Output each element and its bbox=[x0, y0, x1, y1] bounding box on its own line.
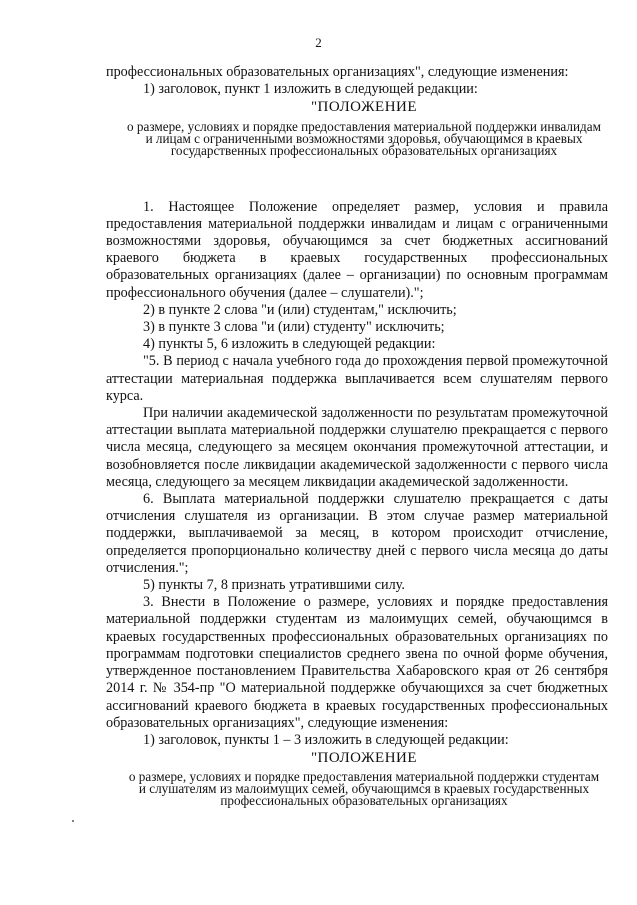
paragraph: 5) пункты 7, 8 признать утратившими силу. bbox=[143, 577, 405, 594]
spacer bbox=[106, 157, 608, 199]
paragraph: профессиональных образовательных организациях", следующие изменения: bbox=[106, 64, 569, 80]
paragraph: 1) заголовок, пункт 1 изложить в следующей редакции: bbox=[143, 81, 478, 98]
paragraph: 1) заголовок, пункты 1 – 3 изложить в следующей редакции: bbox=[143, 731, 509, 748]
paragraph: 6. Выплата материальной поддержки слушателю прекращается с даты отчисления слушателя из организации. В этом случае размер материальной поддержки, выплачиваемой за месяц, в котором происходит отчисление, определяется пропорционально количеству дней с первого числа месяца до даты отчисления."; bbox=[106, 491, 608, 576]
paragraph: При наличии академической задолженности по результатам промежуточной аттестации выплата материальной поддержки слушателю прекращается с первого числа месяца, следующего за месяцем окончания промежуточной аттестации, и возобновляется после ликвидации академической задолженности с первого числа месяца, следующего за месяцем ликвидации академической задолженности. bbox=[106, 405, 608, 490]
document-body bbox=[106, 64, 608, 807]
scan-speck bbox=[72, 820, 74, 822]
section-heading: "ПОЛОЖЕНИЕ bbox=[310, 99, 418, 116]
section-subheading: о размере, условиях и порядке предоставления материальной поддержки инвалидам и лицам с ограниченными возможностями здоровья, обучающимся в краевых государственных профессиональных образовательных организациях bbox=[127, 118, 601, 158]
section-heading: "ПОЛОЖЕНИЕ bbox=[310, 750, 418, 767]
paragraph: "5. В период с начала учебного года до прохождения первой промежуточной аттестации материальная поддержка выплачивается всем слушателям первого курса. bbox=[106, 353, 608, 404]
paragraph: 4) пункты 5, 6 изложить в следующей редакции: bbox=[143, 336, 436, 353]
paragraph: 1. Настоящее Положение определяет размер, условия и правила предоставления материальной поддержки инвалидам и лицам с ограниченными возможностями здоровья, обучающимся за счет бюджетных ассигнований краевого бюджета в краевых государственных профессиональных образовательных организациях (далее – организации) по основным программам профессионального обучения (далее – слушатели)."; bbox=[106, 198, 608, 301]
section-subheading: о размере, условиях и порядке предоставления материальной поддержки студентам и слушателям из малоимущих семей, обучающимся в краевых государственных профессиональных образовательных организациях bbox=[128, 769, 600, 809]
paragraph: 3) в пункте 3 слова "и (или) студенту" исключить; bbox=[143, 319, 445, 336]
paragraph: 3. Внести в Положение о размере, условиях и порядке предоставления материальной поддержки студентам из малоимущих семей, обучающимся в краевых государственных профессиональных образовательных организациях по программам подготовки специалистов среднего звена по очной форме обучения, утвержденное постановлением Правительства Хабаровского края от 26 сентября 2014 г. № 354-пр "О материальной поддержке обучающихся за счет бюджетных ассигнований краевого бюджета в краевых государственных профессиональных образовательных организациях", следующие изменения: bbox=[106, 594, 608, 731]
paragraph: 2) в пункте 2 слова "и (или) студентам," исключить; bbox=[143, 301, 457, 318]
page-number: 2 bbox=[315, 35, 322, 50]
